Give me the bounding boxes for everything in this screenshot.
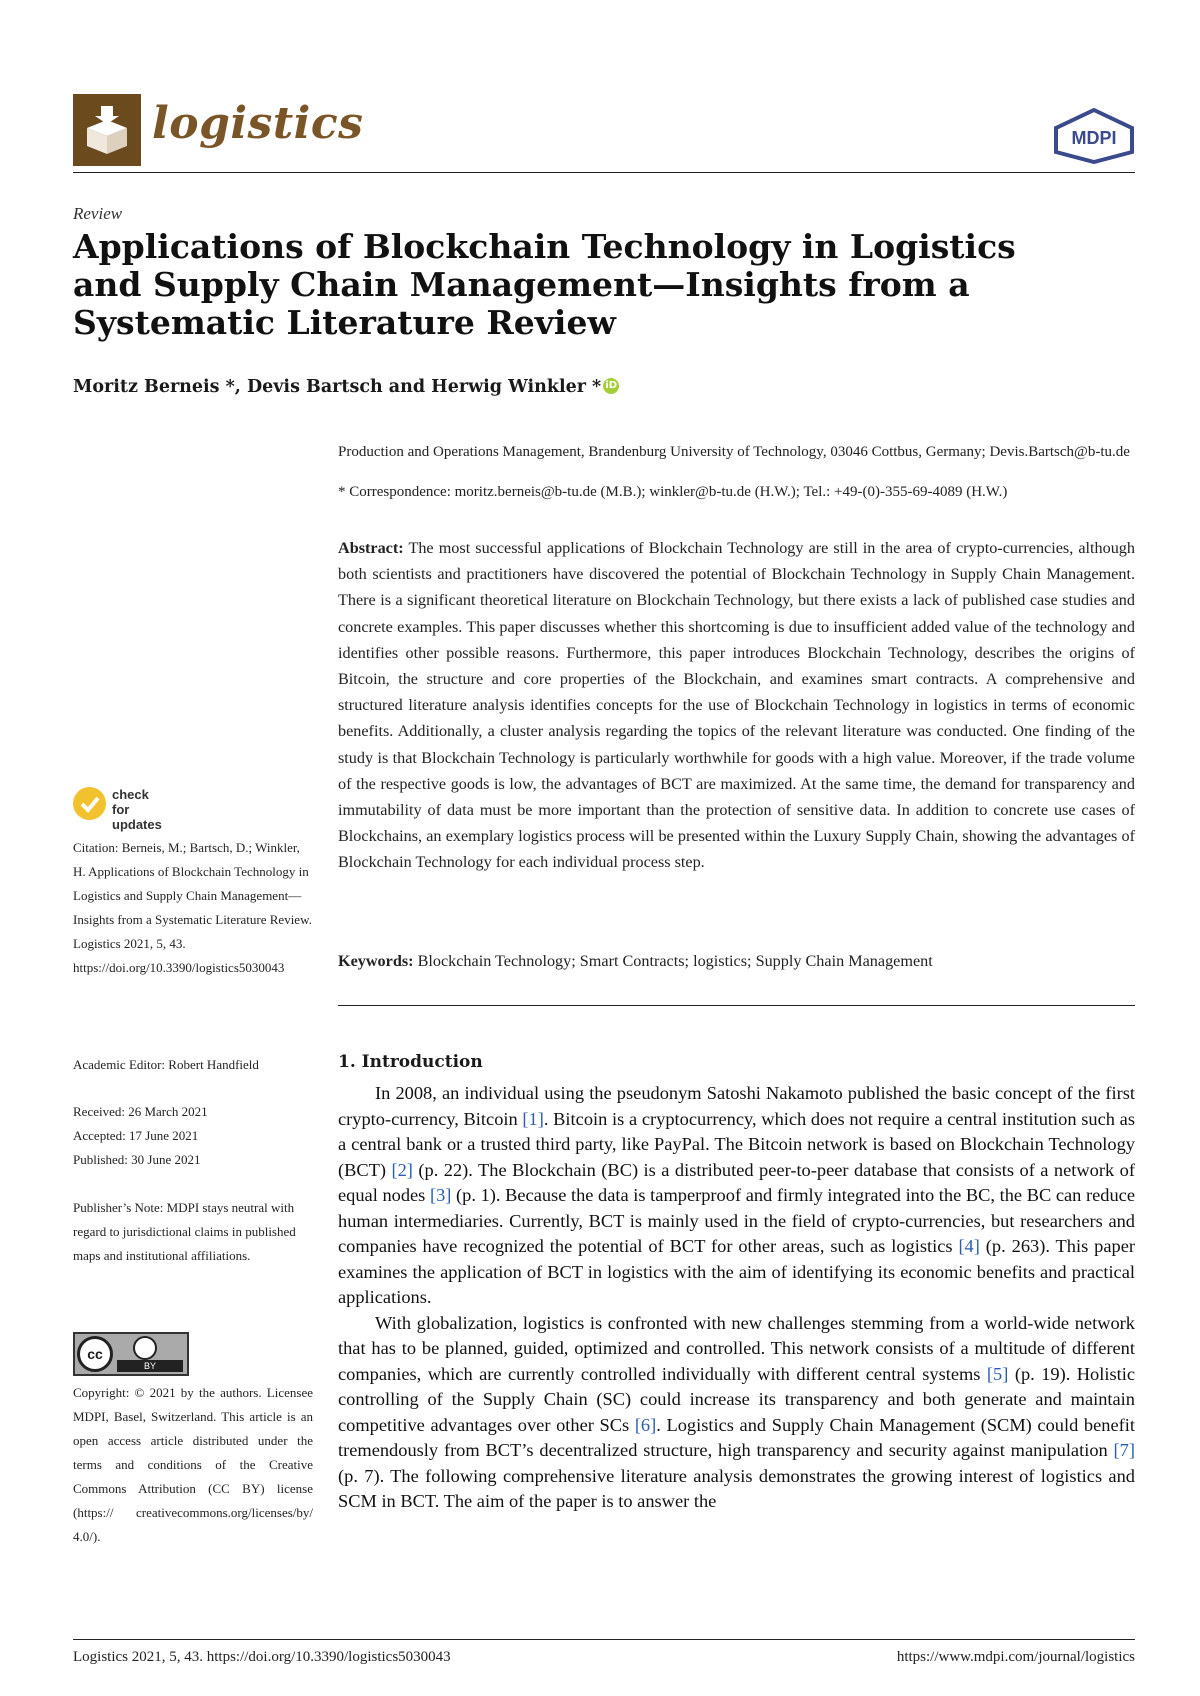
keywords-divider bbox=[338, 1005, 1135, 1006]
journal-logo-icon bbox=[73, 94, 141, 166]
citation-link[interactable]: [7] bbox=[1113, 1440, 1135, 1460]
affiliation: Production and Operations Management, Brandenburg University of Technology, 03046 Cottbus, Germany; Devis.Bartsch@b-tu.de bbox=[338, 444, 1130, 460]
cc-by-label: BY bbox=[117, 1360, 183, 1372]
section-heading: 1. Introduction bbox=[338, 1052, 483, 1072]
journal-name: logistics bbox=[152, 98, 364, 149]
published-date: Published: 30 June 2021 bbox=[73, 1152, 201, 1167]
paragraph: With globalization, logistics is confronted with new challenges stemming from a world-wide network that has to be planned, guided, optimized and controlled. This network consists of a multitude of different companies, which are currently controlled individually with different central systems [5] (p. 19). Holistic controlling of the Supply Chain (SC) could increase its transparency and both generate and maintain competitive advantages over other SCs [6]. Logistics and Supply Chain Management (SCM) could benefit tremendously from BCT’s decentralized structure, high transparency and security against manipulation [7] (p. 7). The following comprehensive literature analysis demonstrates the growing interest of logistics and SCM in BCT. The aim of the paper is to answer the bbox=[338, 1312, 1135, 1511]
keywords-label: Keywords: bbox=[338, 952, 414, 970]
received-date: Received: 26 March 2021 bbox=[73, 1104, 208, 1119]
accepted-date: Accepted: 17 June 2021 bbox=[73, 1128, 199, 1143]
footer-divider bbox=[73, 1639, 1135, 1640]
cc-icon: cc bbox=[77, 1336, 113, 1372]
attribution-icon bbox=[133, 1336, 157, 1360]
citation-link[interactable]: [5] bbox=[986, 1363, 1009, 1384]
footer-journal-url[interactable]: https://www.mdpi.com/journal/logistics bbox=[896, 1649, 1135, 1665]
author-list bbox=[73, 377, 619, 397]
copyright-note: Copyright: © 2021 by the authors. Licensee MDPI, Basel, Switzerland. This article is an open access article distributed under the terms and conditions of the Creative Commons Attribution (CC BY) license (https:// creativecommons.org/licenses/by/ 4.0/). bbox=[73, 1385, 313, 1544]
keywords bbox=[338, 952, 1135, 971]
citation-link[interactable]: [4] bbox=[958, 1236, 980, 1256]
abstract-label: Abstract: bbox=[338, 539, 404, 557]
citation-note: Citation: Berneis, M.; Bartsch, D.; Winkler, H. Applications of Blockchain Technology in Logistics and Supply Chain Management—Insights from a Systematic Literature Review. Logistics 2021, 5, 43. https://doi.org/10.3390/logistics5030043 bbox=[73, 840, 312, 975]
publishers-note: Publisher’s Note: MDPI stays neutral with regard to jurisdictional claims in published maps and institutional affiliations. bbox=[73, 1200, 296, 1263]
citation-link[interactable]: [6] bbox=[634, 1414, 657, 1435]
keywords-text: Blockchain Technology; Smart Contracts; logistics; Supply Chain Management bbox=[417, 952, 933, 970]
paragraph: In 2008, an individual using the pseudonym Satoshi Nakamoto published the basic concept of the first crypto-currency, Bitcoin [1]. Bitcoin is a cryptocurrency, which does not require a central institution such as a central bank or a trusted third party, like PayPal. The Bitcoin network is based on Blockchain Technology (BCT) [2] (p. 22). The Blockchain (BC) is a distributed peer-to-peer database that consists of a network of equal nodes [3] (p. 1). Because the data is tamperproof and firmly integrated into the BC, the BC can reduce human intermediaries. Currently, BCT is mainly used in the field of crypto-currencies, but researchers and companies have recognized the potential of BCT for other areas, such as logistics [4] (p. 263). This paper examines the application of BCT in logistics with the aim of identifying its economic benefits and practical applications. bbox=[338, 1083, 1135, 1307]
page-title: Applications of Blockchain Technology in Logistics and Supply Chain Management—Insights from a Systematic Literature Review bbox=[73, 227, 1016, 342]
abstract-text: The most successful applications of Blockchain Technology are still in the area of crypto-currencies, although both scientists and practitioners have discovered the potential of Blockchain Technology in Supply Chain Management. There is a significant theoretical literature on Blockchain Technology, but there exists a lack of published case studies and concrete examples. This paper discusses whether this shortcoming is due to insufficient added value of the technology and identifies other possible reasons. Furthermore, this paper introduces Blockchain Technology, describes the origins of Bitcoin, the structure and core properties of the Blockchain, and examines smart contracts. A comprehensive and structured literature analysis identifies concepts for the use of Blockchain Technology in logistics in terms of economic benefits. Additionally, a cluster analysis regarding the topics of the relevant literature was conducted. One finding of the study is that Blockchain Technology is particularly worthwhile for goods with a high value. Moreover, if the trade volume of the respective goods is low, the advantages of BCT are maximized. At the same time, the demand for transparency and immutability of data must be more important than the protection of sensitive data. In addition to concrete use cases of Blockchains, an exemplary logistics process will be presented within the Luxury Supply Chain, showing the advantages of Blockchain Technology for each individual process step. bbox=[338, 539, 1135, 872]
body-text bbox=[338, 1081, 1135, 1515]
orcid-icon[interactable]: iD bbox=[603, 378, 619, 394]
article-type: Review bbox=[73, 204, 123, 223]
authors-text: Moritz Berneis *, Devis Bartsch and Herwig Winkler * bbox=[73, 377, 602, 397]
footer-citation: Logistics 2021, 5, 43. https://doi.org/10.3390/logistics5030043 bbox=[73, 1649, 451, 1665]
citation-link[interactable]: [3] bbox=[429, 1185, 452, 1205]
cc-license-badge[interactable] bbox=[73, 1332, 189, 1376]
check-icon bbox=[73, 787, 106, 820]
abstract bbox=[338, 535, 1135, 876]
academic-editor: Academic Editor: Robert Handfield bbox=[73, 1057, 259, 1072]
mdpi-logo-text: MDPI bbox=[1071, 128, 1117, 148]
correspondence: * Correspondence: moritz.berneis@b-tu.de (M.B.); winkler@b-tu.de (H.W.); Tel.: +49-(0)-355-69-4089 (H.W.) bbox=[338, 484, 1008, 500]
citation-link[interactable]: [1] bbox=[522, 1108, 544, 1129]
mdpi-logo-icon bbox=[1052, 108, 1136, 169]
check-updates-label: check for updates bbox=[112, 787, 162, 832]
citation-link[interactable]: [2] bbox=[391, 1159, 413, 1180]
header-divider bbox=[73, 172, 1135, 173]
